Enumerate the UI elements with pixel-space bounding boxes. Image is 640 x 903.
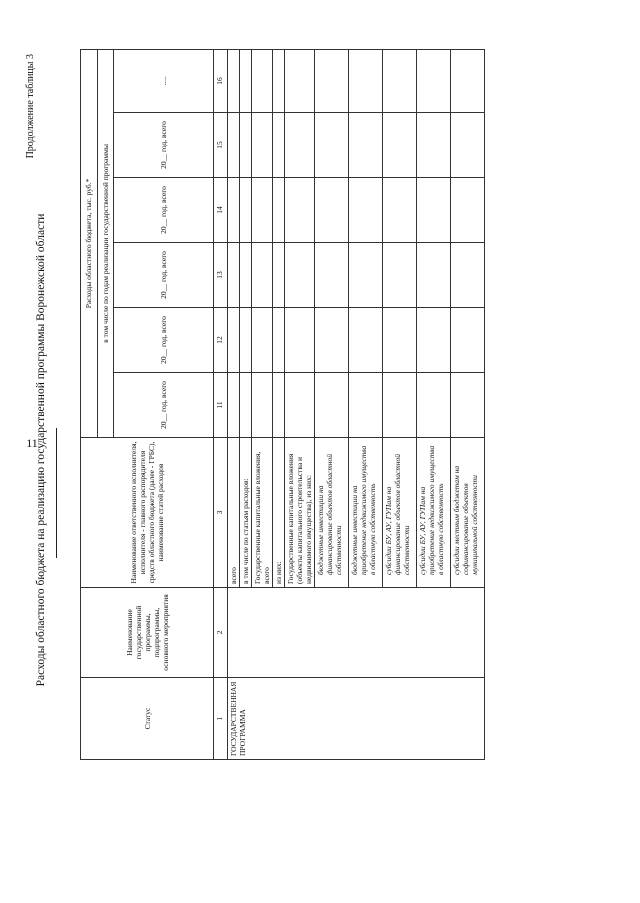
value-cell (349, 49, 383, 112)
expense-item-cell: в том числе по статьям расходов: (240, 438, 252, 588)
expense-item-cell: бюджетные инвестиции на приобретение недвижимого имущества в областную собственность (349, 438, 383, 588)
expense-item-cell: всего (228, 438, 240, 588)
value-cell (252, 373, 273, 438)
value-cell (285, 373, 315, 438)
column-number: 14 (214, 178, 228, 243)
value-cell (228, 308, 240, 373)
header-year-2: 20__ год, всего (114, 308, 214, 373)
expense-item-cell: Государственные капитальные вложения, всего (252, 438, 273, 588)
title-underline (56, 428, 57, 558)
value-cell (417, 373, 451, 438)
column-number: 1 (214, 678, 228, 760)
value-cell (273, 49, 285, 112)
value-cell (451, 113, 485, 178)
value-cell (451, 308, 485, 373)
value-cell (252, 308, 273, 373)
value-cell (273, 373, 285, 438)
column-number: 12 (214, 308, 228, 373)
value-cell (252, 49, 273, 112)
value-cell (383, 49, 417, 112)
header-year-5: 20__ год, всего (114, 113, 214, 178)
header-expenses-group: Расходы областного бюджета, тыс. руб.* (81, 49, 98, 437)
value-cell (240, 178, 252, 243)
value-cell (240, 308, 252, 373)
value-cell (228, 178, 240, 243)
value-cell (315, 49, 349, 112)
column-number: 16 (214, 49, 228, 112)
expenses-table (80, 49, 485, 760)
continuation-label: Продолжение таблицы 3 (25, 54, 36, 159)
expense-item-cell: бюджетные инвестиции на финансирование объектов областной собственности (315, 438, 349, 588)
column-number: 2 (214, 588, 228, 678)
status-cell: ГОСУДАРСТВЕННАЯ ПРОГРАММА (228, 678, 485, 760)
column-number: 3 (214, 438, 228, 588)
value-cell (273, 308, 285, 373)
value-cell (285, 308, 315, 373)
value-cell (451, 49, 485, 112)
value-cell (417, 243, 451, 308)
value-cell (349, 308, 383, 373)
expense-item-cell: субсидии местным бюджетам на софинансирование объектов муниципальной собственности (451, 438, 485, 588)
column-number: 11 (214, 373, 228, 438)
value-cell (315, 243, 349, 308)
value-cell (451, 373, 485, 438)
column-number: 13 (214, 243, 228, 308)
header-executor: Наименование ответственного исполнителя, исполнителя - главного распорядителя средств областного бюджета (далее - ГРБС), наименование статей расходов (81, 438, 214, 588)
table-row (228, 49, 240, 759)
value-cell (252, 113, 273, 178)
value-cell (383, 243, 417, 308)
column-number-row (214, 49, 228, 759)
document-title: Расходы областного бюджета на реализацию государственной программы Воронежской области (35, 213, 47, 687)
value-cell (252, 243, 273, 308)
header-year-1: 20__ год, всего (114, 373, 214, 438)
value-cell (349, 178, 383, 243)
expense-item-cell: субсидии БУ, АУ, ГУПам на приобретение недвижимого имущества в областную собственность (417, 438, 451, 588)
header-year-3: 20__ год, всего (114, 243, 214, 308)
value-cell (273, 113, 285, 178)
value-cell (273, 178, 285, 243)
value-cell (451, 243, 485, 308)
value-cell (285, 178, 315, 243)
value-cell (417, 178, 451, 243)
value-cell (349, 373, 383, 438)
expense-item-cell: Государственные капитальные вложения (объекты капитального строительства и недвижимого имущества), из них: (285, 438, 315, 588)
value-cell (315, 113, 349, 178)
value-cell (252, 178, 273, 243)
value-cell (383, 373, 417, 438)
value-cell (417, 49, 451, 112)
header-year-4: 20__ год, всего (114, 178, 214, 243)
value-cell (349, 243, 383, 308)
value-cell (315, 308, 349, 373)
program-name-cell (228, 588, 485, 678)
column-number: 15 (214, 113, 228, 178)
value-cell (349, 113, 383, 178)
page-number: 11 (26, 436, 38, 450)
value-cell (228, 49, 240, 112)
header-ellipsis: ..... (114, 49, 214, 112)
value-cell (315, 178, 349, 243)
value-cell (240, 373, 252, 438)
expense-item-cell: субсидии БУ, АУ, ГУПам на финансирование объектов областной собственности (383, 438, 417, 588)
value-cell (285, 243, 315, 308)
value-cell (273, 243, 285, 308)
header-by-years: в том числе по годам реализации государственной программы (97, 49, 114, 437)
value-cell (383, 178, 417, 243)
header-program-name: Наименование государственной программы, подпрограммы, основного мероприятия (81, 588, 214, 678)
expense-item-cell: из них: (273, 438, 285, 588)
value-cell (417, 113, 451, 178)
table-body (228, 49, 485, 759)
value-cell (285, 49, 315, 112)
value-cell (240, 243, 252, 308)
value-cell (228, 373, 240, 438)
rotated-sheet (20, 50, 620, 850)
value-cell (285, 113, 315, 178)
value-cell (383, 308, 417, 373)
value-cell (451, 178, 485, 243)
value-cell (240, 49, 252, 112)
value-cell (240, 113, 252, 178)
header-status: Статус (81, 678, 214, 760)
value-cell (228, 243, 240, 308)
value-cell (228, 113, 240, 178)
value-cell (417, 308, 451, 373)
value-cell (383, 113, 417, 178)
value-cell (315, 373, 349, 438)
